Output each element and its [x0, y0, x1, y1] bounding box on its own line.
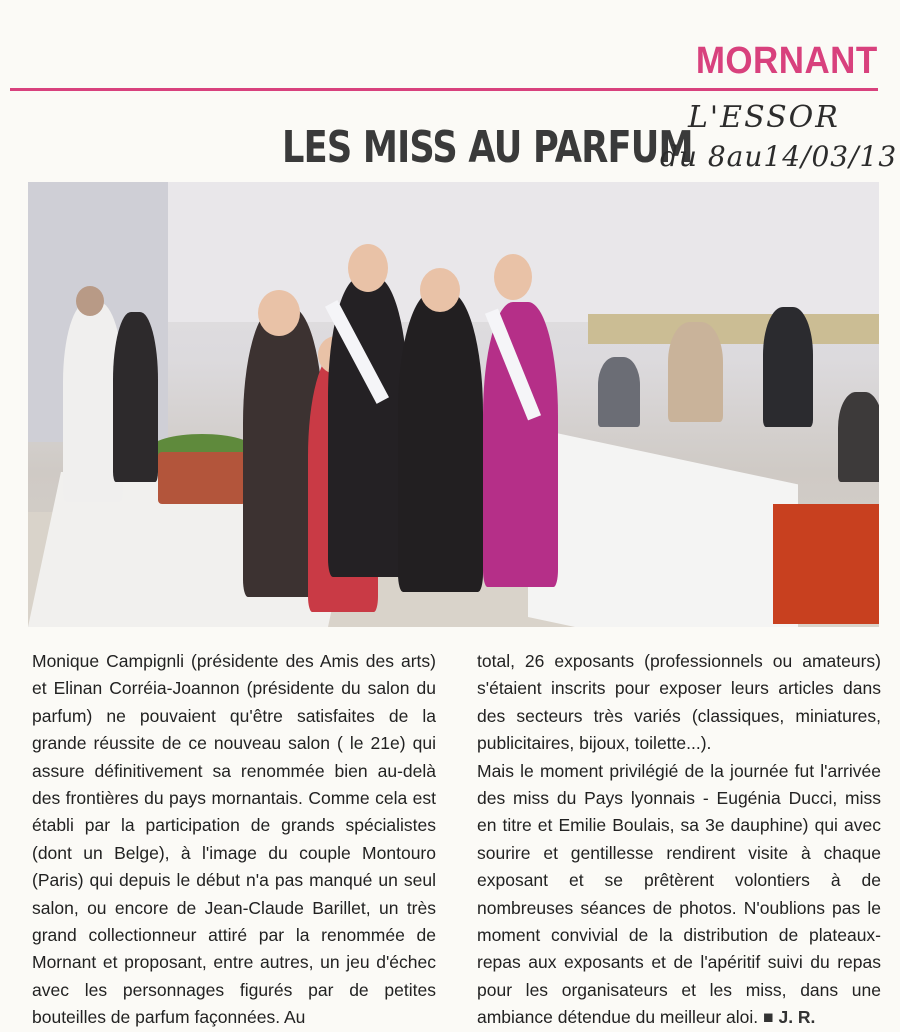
- photo-person: [668, 322, 723, 422]
- photo-basket: [158, 452, 246, 504]
- photo-woman-center: [398, 292, 483, 592]
- photo-person-head: [76, 286, 104, 316]
- article-paragraph: [477, 758, 881, 1032]
- photo-table-red: [773, 504, 879, 624]
- article-signature: ■ J. R.: [763, 1007, 816, 1028]
- photo-person: [598, 357, 640, 427]
- photo-person: [763, 307, 813, 427]
- photo-person-head: [420, 268, 460, 312]
- section-title: MORNANT: [696, 40, 878, 82]
- photo-person-head: [258, 290, 300, 336]
- section-rule: [10, 88, 878, 91]
- article-paragraph: total, 26 exposants (professionnels ou amateurs) s'étaient inscrits pour exposer leurs articles dans des secteurs très variés (classiques, miniatures, publicitaires, bijoux, toilette...).: [477, 651, 881, 754]
- photo-person: [838, 392, 879, 482]
- photo-person: [113, 312, 158, 482]
- article-headline: LES MISS AU PARFUM: [282, 122, 693, 173]
- article-paragraph-text: Mais le moment privilégié de la journée fut l'arrivée des miss du Pays lyonnais - Eugénia Ducci, miss en titre et Emilie Boulais, sa 3e dauphine) qui avec sourire et gentillesse rendirent visite à chaque exposant et se prêtèrent volontiers à de nombreuses séances de photos. N'oublions pas le moment convivial de la distribution de plateaux-repas aux exposants et de l'apéritif suivi du repas pour les organisateurs et les miss, dans une ambiance détendue du meilleur aloi.: [477, 760, 881, 1028]
- photo-table-right: [528, 427, 798, 627]
- photo-shelf: [588, 314, 879, 344]
- photo-person-head: [494, 254, 532, 300]
- handwritten-source-note: L'ESSOR: [688, 100, 840, 135]
- article-photo: [28, 182, 879, 627]
- handwritten-date-note: du 8au14/03/13: [660, 140, 898, 173]
- photo-miss-right: [483, 302, 558, 587]
- article-column-1: [32, 648, 436, 1032]
- article-column-2: [477, 648, 881, 1032]
- photo-person-head: [348, 244, 388, 292]
- article-paragraph: Monique Campignli (présidente des Amis des arts) et Elinan Corréia-Joannon (présidente du salon du parfum) ne pouvaient qu'être satisfaites de la grande réussite de ce nouveau salon ( le 21e) qui assure définitivement sa renommée bien au-delà des frontières du pays mornantais. Comme cela est établi par la participation de grands spécialistes (dont un Belge), à l'image du couple Montouro (Paris) qui depuis le début n'a pas manqué un seul salon, ou encore de Jean-Claude Barillet, un très grand collectionneur attiré par la renommée de Mornant et proposant, entre autres, un jeu d'échec avec les personnages figurés par de petites bouteilles de parfum façonnées. Au: [32, 651, 436, 1028]
